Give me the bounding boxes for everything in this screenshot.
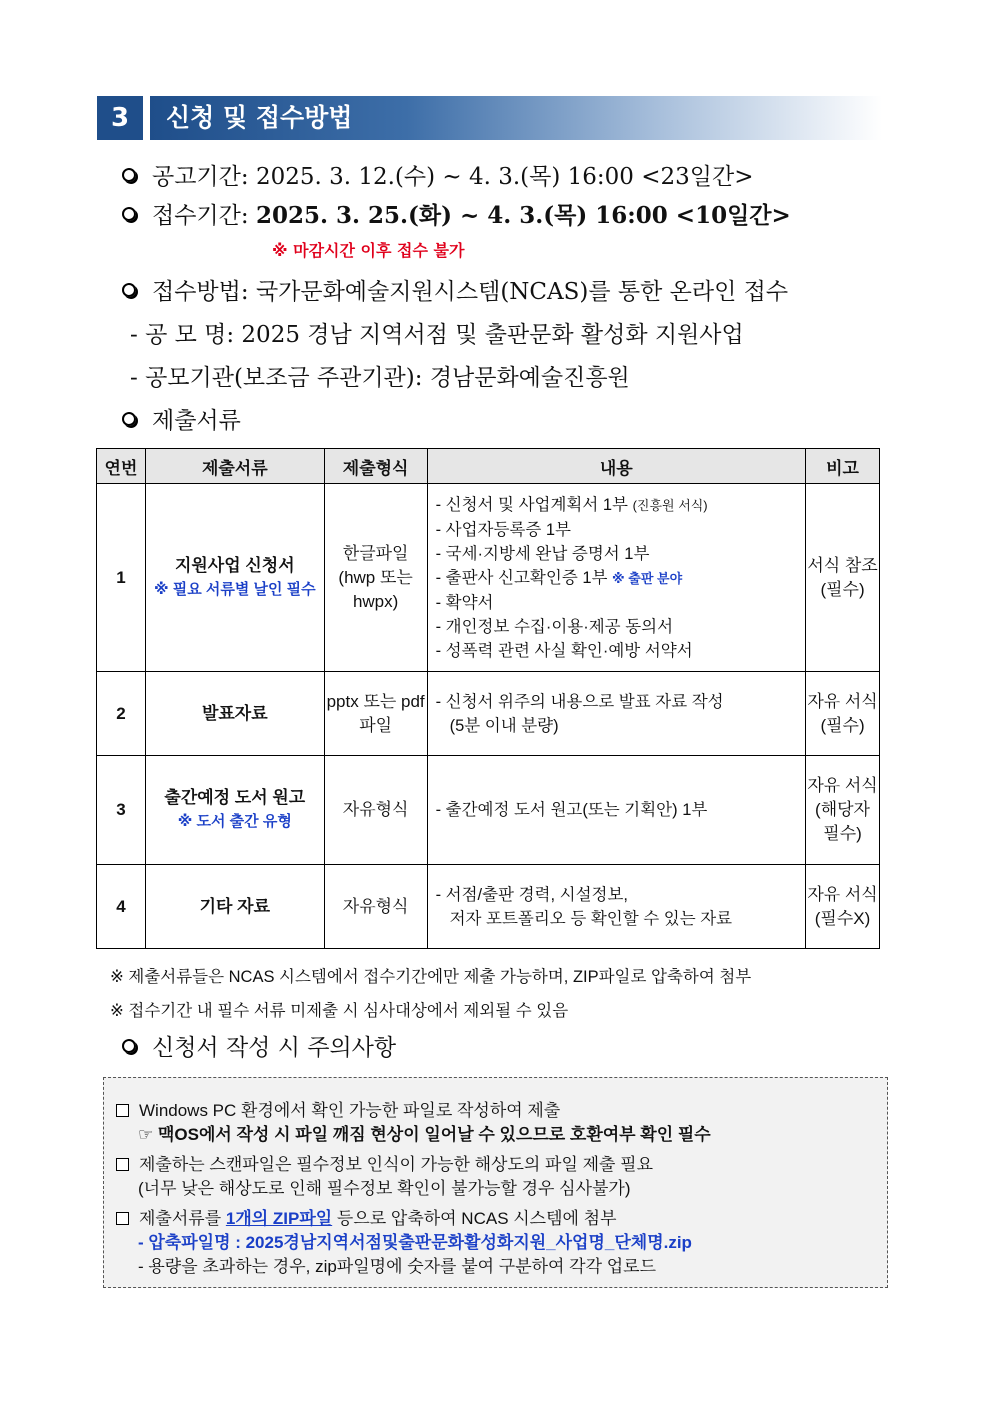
table-header-row bbox=[97, 449, 880, 484]
receive-period: 접수기간: 2025. 3. 25.(화) ~ 4. 3.(목) 16:00 <10일간> bbox=[122, 197, 791, 230]
circle-bullet-icon bbox=[122, 207, 136, 221]
header-content: 내용 bbox=[427, 449, 805, 484]
documents-label: 제출서류 bbox=[122, 402, 241, 435]
caution-item-3-sub: - 용량을 초과하는 경우, zip파일명에 숫자를 붙여 구분하여 각각 업로드 bbox=[138, 1257, 657, 1276]
section-title-bar bbox=[150, 96, 882, 140]
deadline-note: ※ 마감시간 이후 접수 불가 bbox=[272, 241, 465, 260]
header-no: 연번 bbox=[97, 449, 146, 484]
circle-bullet-icon bbox=[122, 283, 136, 297]
header-remark: 비고 bbox=[806, 449, 880, 484]
checkbox-square-icon bbox=[116, 1158, 129, 1171]
caution-item-2: 제출하는 스캔파일은 필수정보 인식이 가능한 해상도의 파일 제출 필요 bbox=[116, 1150, 653, 1175]
caution-zip-filename: - 압축파일명 : 2025경남지역서점및출판문화활성화지원_사업명_단체명.zip bbox=[138, 1233, 692, 1252]
circle-bullet-icon bbox=[122, 168, 136, 182]
caution-item-2-sub: (너무 낮은 해상도로 인해 필수정보 확인이 불가능할 경우 심사불가) bbox=[138, 1179, 631, 1198]
documents-table bbox=[96, 448, 880, 949]
caution-item-3: 제출서류를 1개의 ZIP파일 등으로 압축하여 NCAS 시스템에 첨부 bbox=[116, 1204, 617, 1229]
circle-bullet-icon bbox=[122, 1039, 136, 1053]
section-header bbox=[97, 96, 882, 140]
table-row: 3 출간예정 도서 원고 ※ 도서 출간 유형 자유형식 - 출간예정 도서 원고(또는 기획안) 1부 자유 서식 (해당자 필수) bbox=[97, 756, 880, 865]
circle-bullet-icon bbox=[122, 412, 136, 426]
caution-item-1: Windows PC 환경에서 확인 가능한 파일로 작성하여 제출 bbox=[116, 1096, 560, 1121]
contest-org: - 공모기관(보조금 주관기관): 경남문화예술진흥원 bbox=[130, 365, 630, 391]
header-name: 제출서류 bbox=[145, 449, 324, 484]
footnote-1: ※ 제출서류들은 NCAS 시스템에서 접수기간에만 제출 가능하며, ZIP파일로 압축하여 첨부 bbox=[110, 968, 752, 986]
contest-name: - 공 모 명: 2025 경남 지역서점 및 출판문화 활성화 지원사업 bbox=[130, 322, 744, 348]
table-row: 2 발표자료 pptx 또는 pdf 파일 - 신청서 위주의 내용으로 발표 자료 작성 (5분 이내 분량) 자유 서식 (필수) bbox=[97, 672, 880, 756]
announce-period: 공고기간: 2025. 3. 12.(수) ~ 4. 3.(목) 16:00 <23일간> bbox=[122, 158, 754, 191]
caution-label: 신청서 작성 시 주의사항 bbox=[122, 1029, 396, 1062]
table-row: 1 지원사업 신청서 ※ 필요 서류별 날인 필수 한글파일 (hwp 또는 hwpx) - 신청서 및 사업계획서 1부 (진흥원 서식) - 사업자등록증 1부 - 국세·지방세 완납 증명서 1부 - 출판사 신고확인증 1부 ※ 출판 분야 - 확약서 - 개인정보 수집·이용·제공 동의서 - 성폭력 관련 사실 확인·예방 서약서 서식 참조 (필수) bbox=[97, 484, 880, 672]
footnote-2: ※ 접수기간 내 필수 서류 미제출 시 심사대상에서 제외될 수 있음 bbox=[110, 1002, 569, 1020]
section-title: 신청 및 접수방법 bbox=[166, 103, 353, 132]
submit-method: 접수방법: 국가문화예술지원시스템(NCAS)를 통한 온라인 접수 bbox=[122, 273, 788, 306]
checkbox-square-icon bbox=[116, 1212, 129, 1225]
caution-box bbox=[103, 1077, 888, 1288]
zip-highlight: 1개의 ZIP파일 bbox=[225, 1209, 333, 1228]
table-row: 4 기타 자료 자유형식 - 서점/출판 경력, 시설정보, 저자 포트폴리오 등 확인할 수 있는 자료 자유 서식 (필수X) bbox=[97, 865, 880, 949]
section-number: 3 bbox=[97, 96, 143, 140]
caution-item-1-sub: ☞ 맥OS에서 작성 시 파일 깨짐 현상이 일어날 수 있으므로 호환여부 확인 필수 bbox=[138, 1125, 711, 1144]
header-format: 제출형식 bbox=[324, 449, 427, 484]
checkbox-square-icon bbox=[116, 1104, 129, 1117]
